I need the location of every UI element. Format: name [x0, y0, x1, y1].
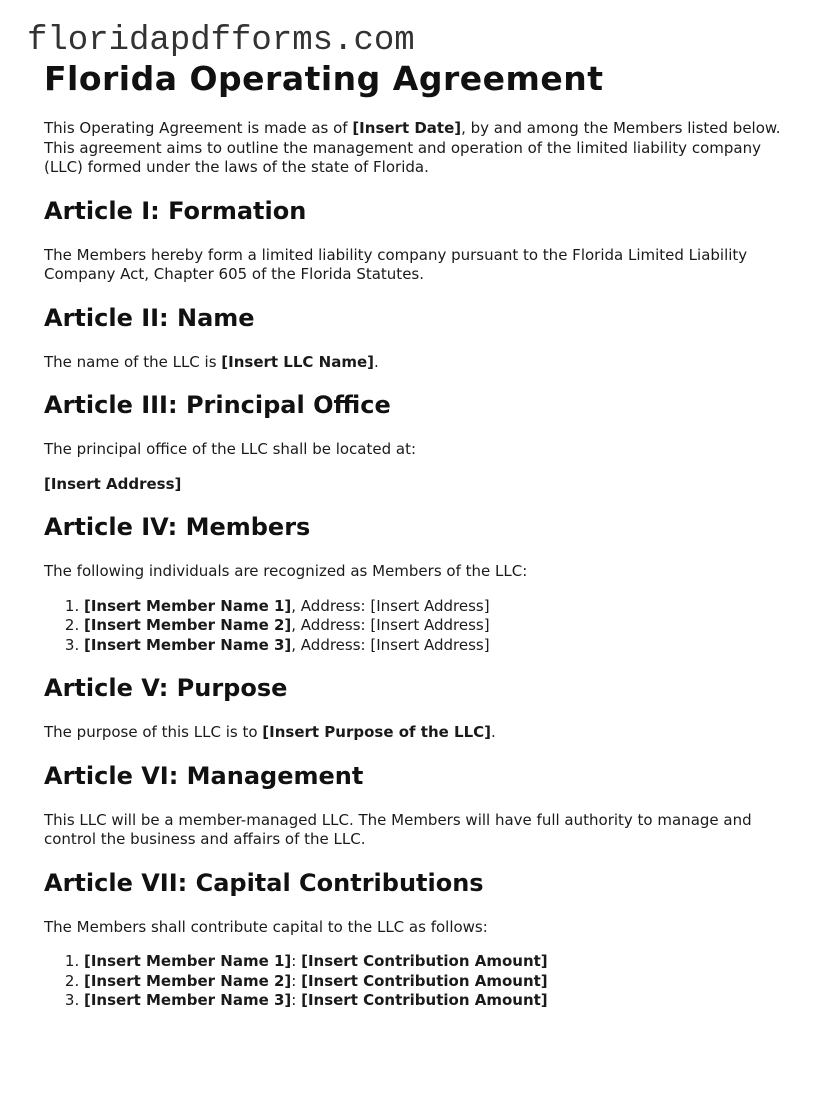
member-address-text: , Address: [Insert Address] [291, 596, 490, 615]
member-name-placeholder: [Insert Member Name 2] [84, 971, 292, 990]
insert-address-text: [Insert Address] [44, 474, 182, 493]
contribution-separator: : [291, 971, 302, 990]
contribution-list-item [84, 991, 783, 1011]
contribution-list-item [84, 952, 783, 972]
article-2-heading: Article II: Name [44, 303, 255, 332]
article-6-management [44, 762, 783, 850]
member-name-placeholder: [Insert Member Name 1] [84, 596, 292, 615]
contributions-list [44, 952, 783, 1011]
member-name-placeholder: [Insert Member Name 2] [84, 616, 292, 634]
article-1-heading: Article I: Formation [44, 196, 307, 225]
contribution-separator: : [291, 991, 302, 1009]
member-name-placeholder: [Insert Member Name 3] [84, 991, 292, 1009]
article-1-body: The Members hereby form a limited liability company pursuant to the Florida Limited Liability Company Act, Chapter 605 of the Florida Statutes. [44, 245, 748, 283]
page-title: Florida Operating Agreement [44, 59, 604, 98]
intro-text-post: , by and among the Members listed below. This agreement aims to outline the management and operation of the limited liability company (LLC) formed under the laws of the state of Florida. [44, 119, 781, 176]
insert-address-placeholder [44, 475, 783, 495]
member-address-text: , Address: [Insert Address] [291, 616, 490, 634]
article-2-text-pre: The name of the LLC is [44, 352, 222, 371]
article-4-members [44, 513, 783, 655]
contribution-amount-placeholder: [Insert Contribution Amount] [301, 971, 548, 990]
site-name: floridapdfforms.com [27, 22, 415, 60]
intro-paragraph [44, 119, 783, 178]
intro-text-pre: This Operating Agreement is made as of [44, 119, 353, 137]
contribution-amount-placeholder: [Insert Contribution Amount] [301, 991, 548, 1009]
document-page [0, 24, 827, 1094]
contribution-separator: : [291, 952, 302, 970]
article-4-body: The following individuals are recognized as Members of the LLC: [44, 562, 528, 580]
article-5-purpose [44, 674, 783, 743]
contribution-list-item [84, 972, 783, 992]
article-7-heading: Article VII: Capital Contributions [44, 868, 484, 897]
article-7-body: The Members shall contribute capital to the LLC as follows: [44, 917, 488, 936]
insert-purpose-placeholder: [Insert Purpose of the LLC] [262, 723, 492, 741]
article-3-heading: Article III: Principal Office [44, 391, 391, 419]
contribution-amount-placeholder: [Insert Contribution Amount] [301, 952, 548, 970]
article-4-heading: Article IV: Members [44, 513, 311, 541]
article-2-name [44, 304, 783, 373]
member-address-text: , Address: [Insert Address] [291, 635, 490, 654]
article-1-formation [44, 197, 783, 285]
member-name-placeholder: [Insert Member Name 1] [84, 952, 292, 970]
article-7-capital-contributions [44, 869, 783, 1011]
article-3-body: The principal office of the LLC shall be located at: [44, 440, 417, 458]
member-list-item [84, 597, 783, 617]
article-2-body [44, 353, 783, 373]
article-5-text-post: . [491, 723, 496, 741]
article-3-principal-office [44, 391, 783, 494]
members-list [44, 597, 783, 656]
article-6-heading: Article VI: Management [44, 761, 364, 790]
member-list-item [84, 636, 783, 656]
article-2-text-post: . [374, 352, 379, 371]
article-5-body [44, 723, 783, 743]
insert-date-placeholder: [Insert Date] [352, 119, 462, 137]
article-5-heading: Article V: Purpose [44, 674, 288, 702]
article-5-text-pre: The purpose of this LLC is to [44, 723, 263, 741]
member-list-item [84, 616, 783, 636]
insert-llc-name-placeholder: [Insert LLC Name] [221, 352, 374, 371]
member-name-placeholder: [Insert Member Name 3] [84, 635, 292, 654]
article-6-body: This LLC will be a member-managed LLC. The Members will have full authority to manage and control the business and affairs of the LLC. [44, 810, 752, 848]
